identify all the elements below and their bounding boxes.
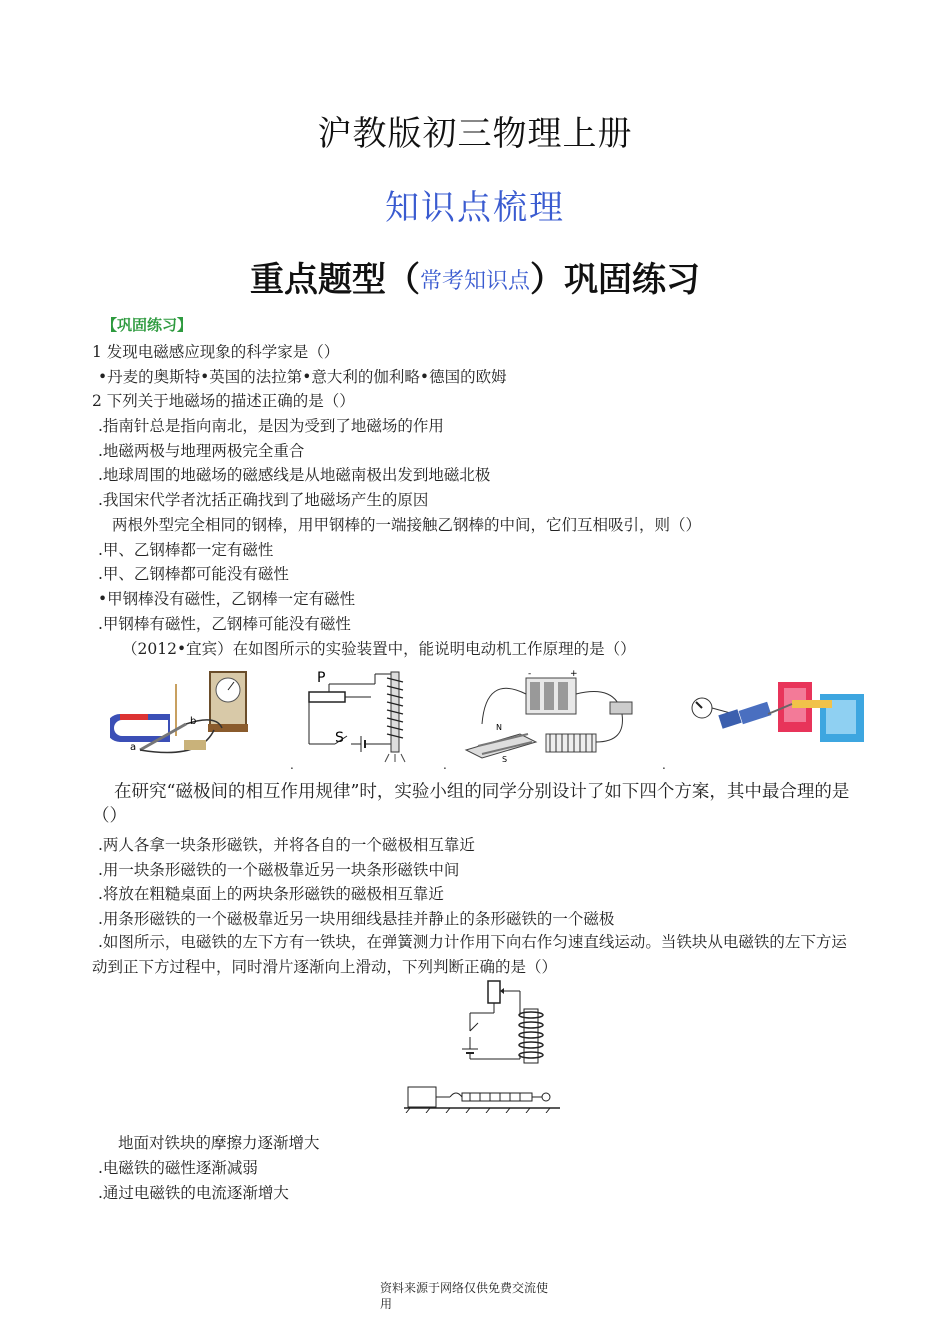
page-footer (380, 1280, 548, 1312)
footer-line-2: 用 (380, 1297, 393, 1311)
figure-dot-3: . (662, 758, 666, 772)
question-2-option-b: .地磁两极与地理两极完全重合 (98, 442, 305, 460)
section-heading-main: 重点题型（ (249, 260, 420, 300)
exercise-section-label: 【巩固练习】 (102, 316, 193, 334)
question-5-option-b: .用一块条形磁铁的一个磁极靠近另一块条形磁铁中间 (98, 861, 460, 879)
figure-dot-2: . (443, 758, 447, 772)
question-5-option-c: .将放在粗糙桌面上的两块条形磁铁的磁极相互靠近 (98, 885, 444, 903)
figure-rail-apparatus (456, 664, 636, 764)
question-2-option-d: .我国宋代学者沈括正确找到了地磁场产生的原因 (98, 491, 429, 509)
figure-1-label-b: b (190, 716, 197, 727)
question-3-option-c: •甲钢棒没有磁性，乙钢棒一定有磁性 (98, 590, 356, 608)
question-3-option-b: .甲、乙钢棒都可能没有磁性 (98, 565, 289, 583)
question-2-option-c: .地球周围的地磁场的磁感线是从地磁南极出发到地磁北极 (98, 466, 491, 484)
question-6-option-b: .电磁铁的磁性逐渐减弱 (98, 1159, 258, 1177)
question-3-option-d: .甲钢棒有磁性，乙钢棒可能没有磁性 (98, 615, 351, 633)
footer-line-1: 资料来源于网络仅供免费交流使 (380, 1281, 549, 1295)
figure-2-label-s: S (335, 730, 344, 746)
figure-2-label-p: P (317, 670, 326, 686)
question-6: .如图所示，电磁铁的左下方有一铁块，在弹簧测力计作用下向右作匀速直线运动。当铁块从电磁铁的左下方运动到正下方过程中，同时滑片逐渐向上滑动，下列判断正确的是（） (92, 933, 847, 976)
figure-electromagnet-circuit (305, 664, 425, 764)
document-subtitle: 知识点梳理 (385, 188, 565, 228)
figure-electromagnet-spring-scale (400, 975, 560, 1113)
document-title: 沪教版初三物理上册 (317, 114, 633, 154)
question-6-option-c: .通过电磁铁的电流逐渐增大 (98, 1184, 289, 1202)
question-1-options: •丹麦的奥斯特•英国的法拉第•意大利的伽利略•德国的欧姆 (98, 368, 507, 386)
question-5-option-a: .两人各拿一块条形磁铁，并将各自的一个磁极相互靠近 (98, 836, 475, 854)
question-2: 2 下列关于地磁场的描述正确的是（） (92, 392, 355, 410)
figure-dot-1: . (290, 758, 294, 772)
question-5: 在研究“磁极间的相互作用规律”时，实验小组的同学分别设计了如下四个方案，其中最合理的是（） (92, 782, 850, 826)
question-5-option-d: .用条形磁铁的一个磁极靠近另一块用细线悬挂并静止的条形磁铁的一个磁极 (98, 910, 615, 928)
question-3: 两根外型完全相同的钢棒，用甲钢棒的一端接触乙钢棒的中间，它们互相吸引，则（） (112, 516, 702, 534)
svg-text:+: + (570, 669, 578, 679)
question-2-option-a: .指南针总是指向南北，是因为受到了地磁场的作用 (98, 417, 444, 435)
experiment-figures (100, 664, 880, 774)
section-heading-end: ）巩固练习 (530, 260, 700, 300)
question-6-option-a: 地面对铁块的摩擦力逐渐增大 (118, 1134, 320, 1152)
question-3-option-a: .甲、乙钢棒都一定有磁性 (98, 541, 274, 559)
figure-3-label-s: S (502, 755, 508, 764)
question-1: 1 发现电磁感应现象的科学家是（） (92, 343, 340, 361)
svg-text:-: - (528, 669, 532, 679)
section-heading-highlight: 常考知识点 (419, 269, 530, 294)
question-4: （2012•宜宾）在如图所示的实验装置中，能说明电动机工作原理的是（） (122, 640, 636, 658)
figure-1-label-a: a (130, 742, 137, 753)
figure-induction-setup (110, 664, 250, 764)
section-heading (0, 252, 950, 301)
figure-motor-model (680, 664, 880, 764)
figure-3-label-n: N (496, 723, 502, 732)
